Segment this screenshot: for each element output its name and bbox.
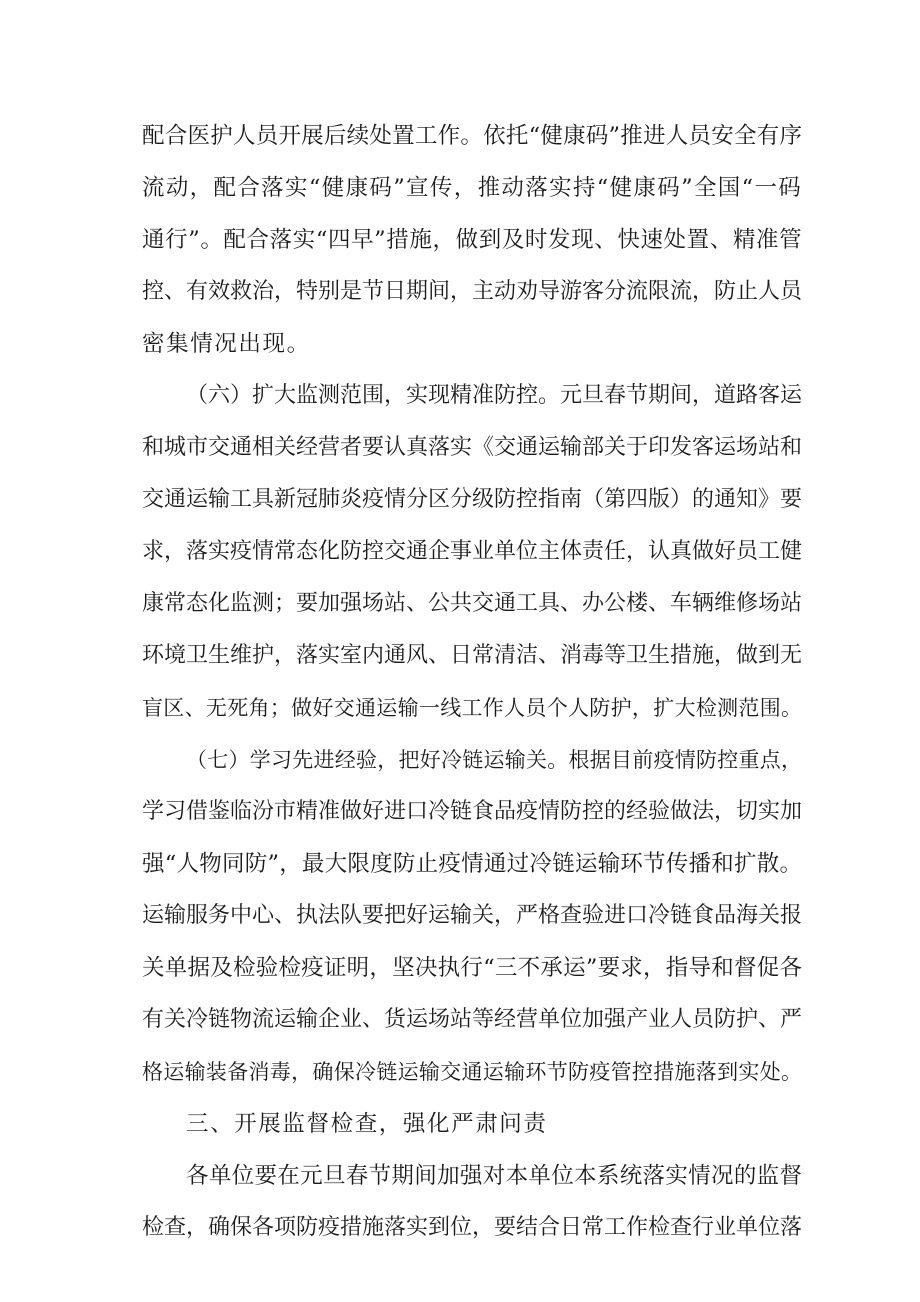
text-line-21: 各单位要在元旦春节期间加强对本单位本系统落实情况的监督: [186, 1163, 802, 1189]
text-line-18: 有关冷链物流运输企业、货运场站等经营单位加强产业人员防护、严: [142, 1007, 803, 1032]
text-line-2: 流动，配合落实“健康码”宣传，推动落实持“健康码”全国“一码: [142, 175, 802, 201]
text-line-4: 控、有效救治，特别是节日期间，主动劝导游客分流限流，防止人员: [142, 279, 803, 304]
section-six-heading-line: （六）扩大监测范围，实现精准防控。元旦春节期间，道路客运: [186, 383, 803, 408]
text-line-12: 盲区、无死角；做好交通运输一线工作人员个人防护，扩大检测范围。: [142, 696, 802, 720]
text-line-19: 格运输装备消毒，确保冷链运输交通运输环节防疫管控措施落到实处。: [142, 1060, 802, 1084]
text-line-9: 求，落实疫情常态化防控交通企事业单位主体责任，认真做好员工健: [142, 539, 803, 564]
section-seven-heading-line: （七）学习先进经验，把好冷链运输关。根据目前疫情防控重点，: [186, 748, 802, 772]
text-line-11: 环境卫生维护，落实室内通风、日常清洁、消毒等卫生措施，做到无: [142, 643, 803, 668]
text-line-7: 和城市交通相关经营者要认真落实《交通运输部关于印发客运场站和: [142, 435, 803, 460]
text-line-10: 康常态化监测；要加强场站、公共交通工具、办公楼、车辆维修场站: [142, 591, 803, 616]
text-line-16: 运输服务中心、执法队要把好运输关，严格查验进口冷链食品海关报: [142, 903, 803, 928]
text-line-8: 交通运输工具新冠肺炎疫情分区分级防控指南（第四版）的通知》要: [142, 487, 803, 512]
text-line-5: 密集情况出现。: [142, 331, 311, 357]
text-line-3: 通行”。配合落实“四早”措施，做到及时发现、快速处置、精准管: [142, 227, 802, 253]
text-line-22: 检查，确保各项防疫措施落实到位，要结合日常工作检查行业单位落: [142, 1215, 803, 1240]
text-line-15: 强“人物同防”，最大限度防止疫情通过冷链运输环节传播和扩散。: [142, 851, 802, 877]
text-line-14: 学习借鉴临汾市精准做好进口冷链食品疫情防控的经验做法，切实加: [142, 799, 803, 824]
text-line-1: 配合医护人员开展后续处置工作。依托“健康码”推进人员安全有序: [142, 123, 802, 149]
text-line-17: 关单据及检验检疫证明，坚决执行“三不承运”要求，指导和督促各: [142, 955, 802, 981]
section-three-heading: 三、开展监督检查，强化严肃问责: [186, 1111, 548, 1137]
